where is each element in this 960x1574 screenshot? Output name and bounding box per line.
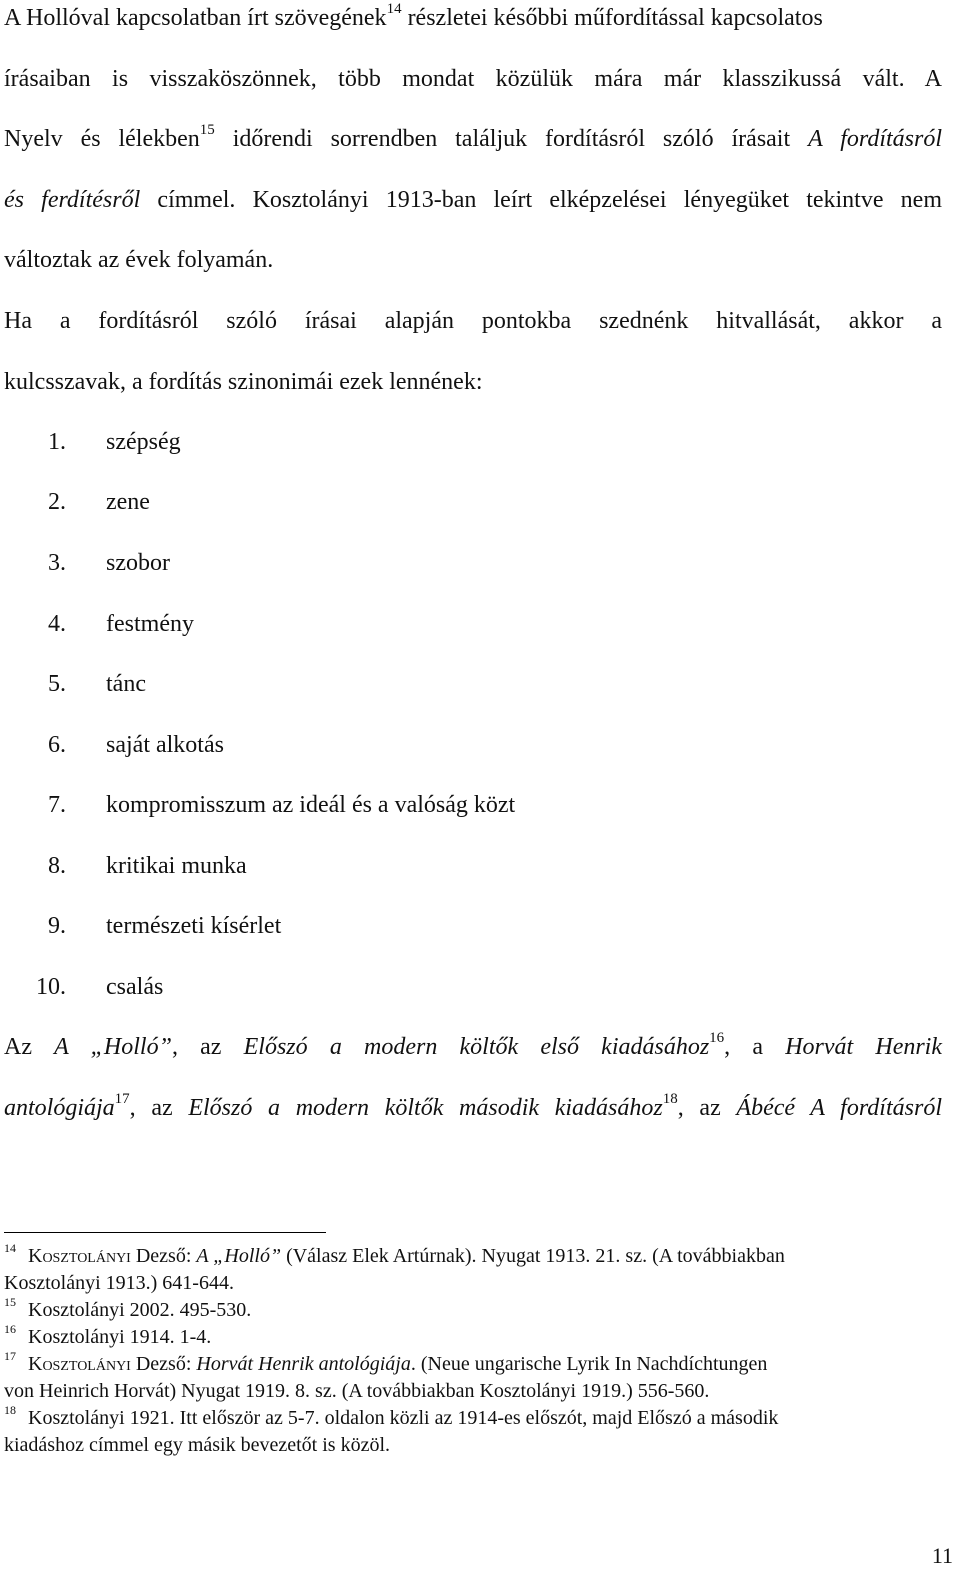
list-item: 7. kompromisszum az ideál és a valóság közt <box>48 792 516 818</box>
footnote-16: $^{16}$ Kosztolányi 1914. 1-4. <box>4 1322 212 1348</box>
footnote-15: $^{15}$ Kosztolányi 2002. 495-530. <box>4 1295 252 1321</box>
footnote-ref-17[interactable]: 17 <box>114 1091 130 1107</box>
paragraph-2-line-2: kulcsszavak, a fordítás szinonimái ezek lennének: <box>4 369 483 395</box>
list-item: 8. kritikai munka <box>48 853 247 879</box>
paragraph-3-line-2: antológiája$^{17}$, az Előszó a modern költők második kiadásához$^{18}$, az Ábécé A fordításról <box>4 1091 942 1121</box>
footnote-ref-16[interactable]: 16 <box>709 1030 725 1046</box>
list-item: 10. csalás <box>36 974 164 1000</box>
list-item: 5. tánc <box>48 671 146 697</box>
paragraph-3-line-1: Az A „Holló”, az Előszó a modern költők első kiadásához$^{16}$, a Horvát Henrik <box>4 1030 943 1060</box>
paragraph-2-line-1: Ha a fordításról szóló írásai alapján pontokba szednénk hitvallását, akkor a <box>4 308 942 334</box>
footnote-ref-18[interactable]: 18 <box>662 1091 678 1107</box>
list-item: 3. szobor <box>48 550 170 576</box>
paragraph-1-line-5: változtak az évek folyamán. <box>4 247 274 273</box>
paragraph-1-line-1: A Hollóval kapcsolatban írt szövegének$^{14}$ részletei későbbi műfordítással kapcsolatos <box>4 1 823 31</box>
footnote-ref-15[interactable]: 15 <box>199 122 215 138</box>
list-item: 1. szépség <box>48 429 181 455</box>
footnote-18: $^{18}$ Kosztolányi 1921. Itt először az 5-7. oldalon közli az 1914-es előszót, majd Előszó a második <box>4 1403 779 1429</box>
footnote-14-continued: Kosztolányi 1913.) 641-644. <box>4 1272 234 1294</box>
paragraph-1-line-4: és ferdítésről címmel. Kosztolányi 1913-ban leírt elképzelései lényegüket tekintve nem <box>4 187 942 213</box>
list-item: 9. természeti kísérlet <box>48 913 282 939</box>
footnote-18-continued: kiadáshoz címmel egy másik bevezetőt is közöl. <box>4 1434 390 1456</box>
list-item: 2. zene <box>48 489 150 515</box>
list-item: 4. festmény <box>48 611 194 637</box>
paragraph-1-line-3: Nyelv és lélekben$^{15}$ időrendi sorrendben találjuk fordításról szóló írásait A fordításról <box>4 122 943 152</box>
paragraph-1-line-2: írásaiban is visszaköszönnek, több mondat közülük mára már klasszikussá vált. A <box>4 66 942 92</box>
footnote-ref-14[interactable]: 14 <box>386 1 402 17</box>
footnote-17-continued: von Heinrich Horvát) Nyugat 1919. 8. sz. (A továbbiakban Kosztolányi 1919.) 556-560. <box>4 1380 710 1402</box>
footnote-14: $^{14}$ Kosztolányi Dezső: A „Holló” (Válasz Elek Artúrnak). Nyugat 1913. 21. sz. (A továbbiakban <box>4 1241 785 1267</box>
footnote-separator <box>4 1232 326 1233</box>
list-item: 6. saját alkotás <box>48 732 224 758</box>
page-number: 11 <box>931 1543 953 1568</box>
footnote-17: $^{17}$ Kosztolányi Dezső: Horvát Henrik antológiája. (Neue ungarische Lyrik In Nachdíchtungen <box>4 1349 768 1375</box>
